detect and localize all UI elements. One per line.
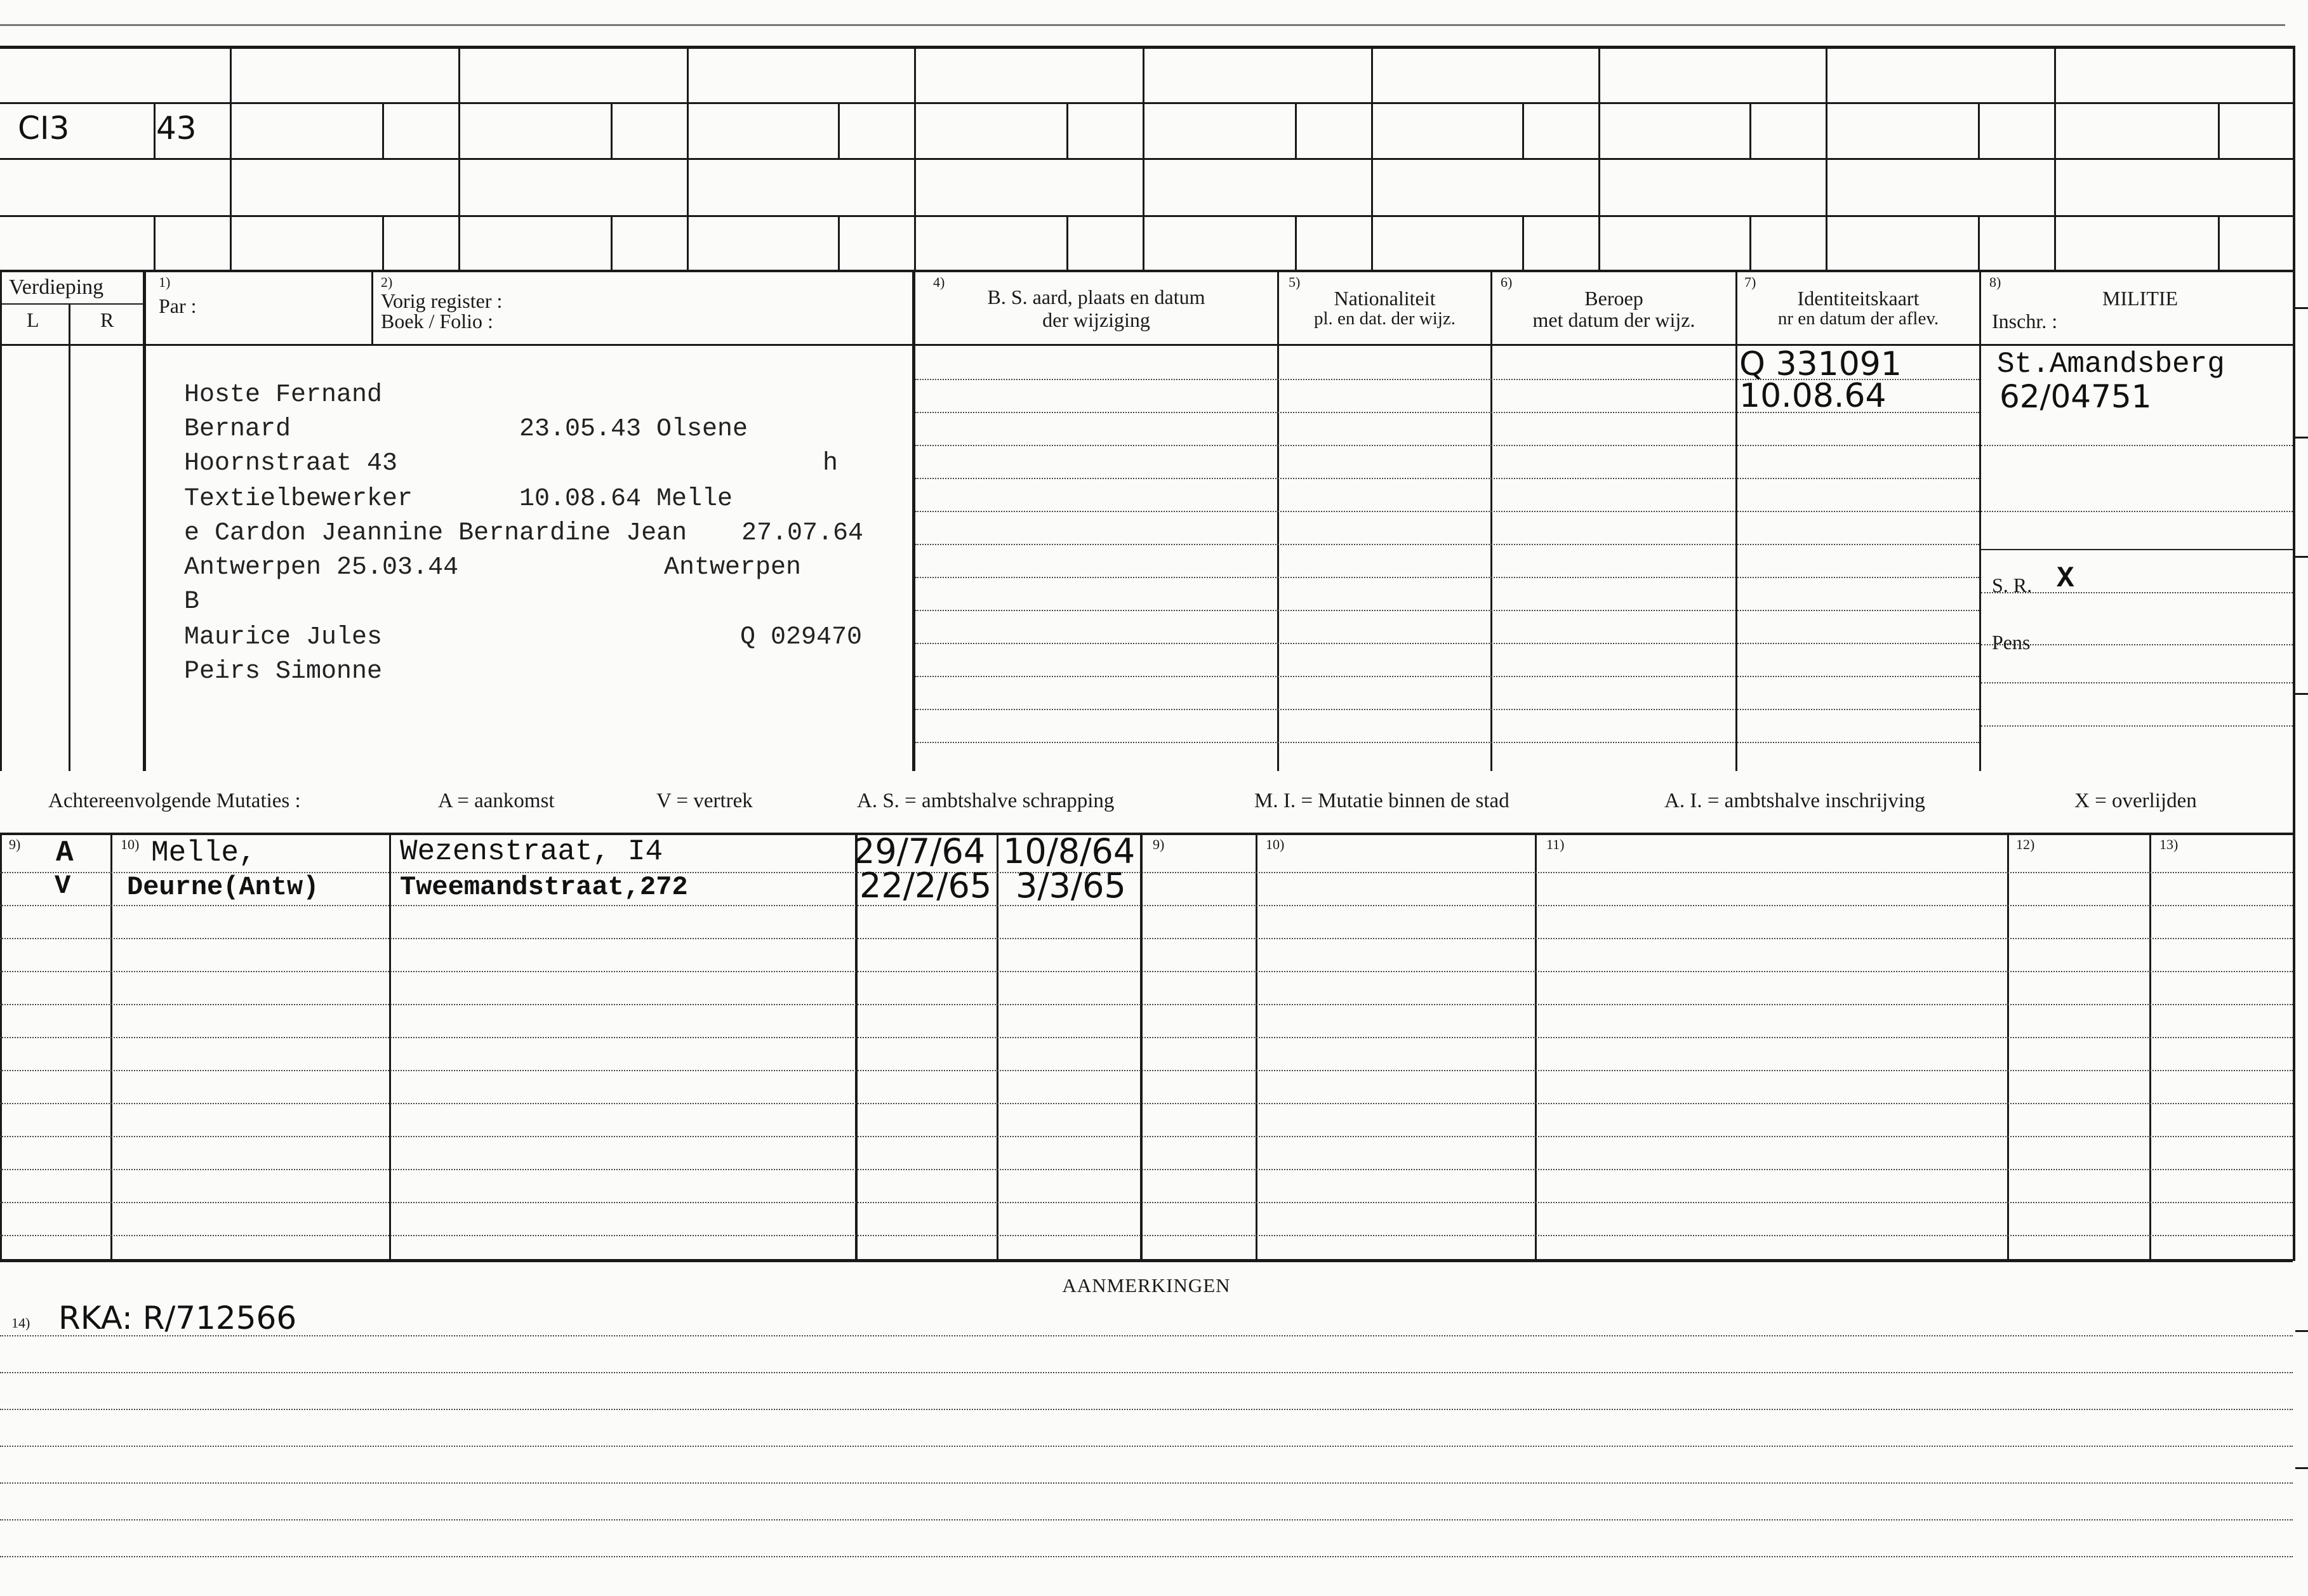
person-marriage-place: Antwerpen: [664, 553, 802, 582]
header-bs-no: 4): [933, 274, 945, 290]
remarks-text: RKA: R/712566: [58, 1300, 297, 1336]
frame-right: [2293, 46, 2295, 1261]
mut-1-date2: 3/3/65: [1016, 866, 1126, 906]
militia-line1: St.Amandsberg: [1997, 348, 2225, 381]
top-grid: [0, 49, 2293, 271]
mut-label-11: 11): [1546, 836, 1565, 852]
person-name2: Bernard: [184, 415, 291, 444]
header-id-2: nr en datum der aflev.: [1777, 308, 1939, 329]
header-mil-1: MILITIE: [2102, 287, 2179, 310]
person-address: Hoornstraat 43: [184, 449, 398, 478]
person-marriage-date: 27.07.64: [741, 519, 864, 548]
mut-label-12: 12): [2016, 836, 2035, 852]
person-birth: 23.05.43 Olsene: [519, 415, 748, 444]
header-nat-no: 5): [1289, 274, 1301, 290]
militia-pens-label: Pens: [1992, 631, 2031, 654]
mut-1-date1: 22/2/65: [859, 866, 992, 906]
legend-title: Achtereenvolgende Mutaties :: [48, 789, 301, 812]
header-bs-1: B. S. aard, plaats en datum: [987, 286, 1205, 308]
legend-mi: M. I. = Mutatie binnen de stad: [1254, 789, 1509, 812]
mut-1-street: Tweemandstraat,272: [400, 872, 688, 902]
militia-sr-label: S. R.: [1992, 574, 2033, 597]
code-left: CI3: [18, 110, 70, 147]
person-father: Maurice Jules: [184, 623, 383, 652]
header-par: Par :: [159, 294, 197, 317]
mut-label-13: 13): [2159, 836, 2179, 852]
remarks-ruled-rows: [0, 1295, 2293, 1580]
person-job: Textielbewerker: [184, 485, 413, 513]
person-spouse-birth: Antwerpen 25.03.44: [184, 553, 459, 582]
header-bs-2: der wijziging: [1042, 308, 1150, 331]
header-ber-no: 6): [1501, 274, 1513, 290]
header-vorig-1: Vorig register :: [381, 289, 503, 312]
header-nat-1: Nationaliteit: [1334, 287, 1436, 310]
mut-0-date1: 29/7/64: [853, 831, 986, 871]
mut-1-type: V: [55, 871, 71, 901]
person-flag: h: [823, 449, 839, 478]
identity-line1: Q 331091: [1739, 345, 1902, 383]
identity-line2: 10.08.64: [1739, 377, 1887, 415]
header-id-no: 7): [1744, 274, 1756, 290]
mut-label-10: 10): [121, 836, 140, 852]
header-l: L: [27, 308, 39, 331]
mutations-ruled-rows: [0, 835, 2293, 1259]
person-name: Hoste Fernand: [184, 381, 383, 409]
mut-0-street: Wezenstraat, I4: [400, 835, 663, 868]
person-job-date: 10.08.64 Melle: [519, 485, 733, 513]
mut-1-place: Deurne(Antw): [127, 872, 319, 902]
top-torn-edge: [0, 24, 2285, 26]
person-spouse: e Cardon Jeannine Bernardine Jean: [184, 519, 687, 548]
legend-a: A = aankomst: [438, 789, 555, 812]
militia-line2: 62/04751: [2000, 378, 2152, 415]
legend-v: V = vertrek: [656, 789, 753, 812]
militia-sr-value: X: [2057, 562, 2074, 595]
mut-label-9: 9): [9, 836, 21, 852]
person-mother: Peirs Simonne: [184, 657, 383, 686]
legend-ai: A. I. = ambtshalve inschrijving: [1664, 789, 1925, 812]
header-vorig-no: 2): [381, 274, 393, 290]
person-father-id: Q 029470: [740, 623, 863, 652]
header-id-1: Identiteitskaart: [1797, 287, 1920, 310]
mut-0-date2: 10/8/64: [1003, 831, 1136, 871]
header-r: R: [100, 308, 114, 331]
person-b: B: [184, 588, 200, 616]
code-right: 43: [156, 110, 197, 147]
header-mil-2: Inschr. :: [1992, 310, 2058, 333]
legend-as: A. S. = ambtshalve schrapping: [857, 789, 1115, 812]
legend-x: X = overlijden: [2074, 789, 2197, 812]
header-nat-2: pl. en dat. der wijz.: [1313, 308, 1456, 329]
remarks-title: AANMERKINGEN: [1062, 1274, 1231, 1296]
header-verdieping: Verdieping: [9, 275, 104, 299]
header-mil-no: 8): [1989, 274, 2001, 290]
header-vorig-2: Boek / Folio :: [381, 310, 493, 333]
header-par-no: 1): [159, 274, 171, 290]
header-ber-1: Beroep: [1584, 287, 1643, 310]
mut-label-9b: 9): [1153, 836, 1165, 852]
mut-label-10b: 10): [1266, 836, 1285, 852]
mutations-bottom-line: [0, 1259, 2293, 1262]
header-ber-2: met datum der wijz.: [1532, 308, 1695, 331]
mut-0-place: Melle,: [151, 836, 256, 869]
remarks-no: 14): [11, 1315, 30, 1331]
mut-0-type: A: [56, 836, 74, 869]
